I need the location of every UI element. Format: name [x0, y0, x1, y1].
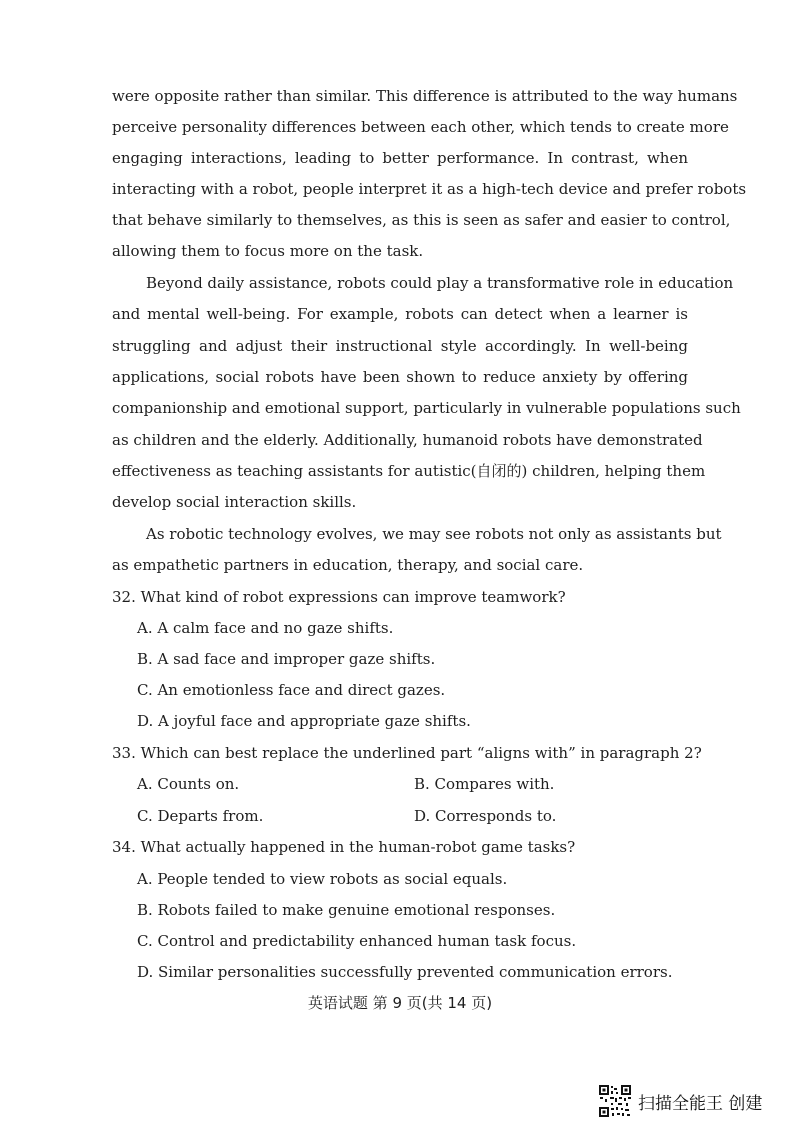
qr-code-icon: [598, 1084, 632, 1118]
passage-line: were opposite rather than similar. This difference is attributed to the way humans: [112, 87, 738, 105]
passage-line: companionship and emotional support, particularly in vulnerable populations such: [112, 399, 741, 417]
answer-option[interactable]: C. An emotionless face and direct gazes.: [137, 681, 446, 699]
passage-line: as empathetic partners in education, therapy, and social care.: [112, 556, 584, 574]
passage-line: perceive personality differences between each other, which tends to create more: [112, 118, 729, 136]
answer-option[interactable]: D. Similar personalities successfully prevented communication errors.: [137, 963, 673, 981]
passage-line: as children and the elderly. Additionally, humanoid robots have demonstrated: [112, 431, 703, 449]
answer-option[interactable]: D. Corresponds to.: [414, 807, 557, 825]
passage-line: interacting with a robot, people interpret it as a high-tech device and prefer robots: [112, 180, 747, 198]
answer-option[interactable]: C. Departs from.: [137, 807, 264, 825]
answer-option[interactable]: A. A calm face and no gaze shifts.: [137, 619, 394, 637]
answer-option[interactable]: B. Robots failed to make genuine emotional responses.: [137, 901, 556, 919]
question-stem: 32. What kind of robot expressions can improve teamwork?: [112, 588, 566, 606]
watermark-label: 扫描全能王 创建: [638, 1093, 763, 1114]
answer-option[interactable]: B. A sad face and improper gaze shifts.: [137, 650, 436, 668]
scanner-watermark: [598, 1084, 762, 1118]
question-stem: 33. Which can best replace the underlined part “aligns with” in paragraph 2?: [112, 744, 702, 762]
answer-option[interactable]: D. A joyful face and appropriate gaze shifts.: [137, 712, 471, 730]
passage-line: allowing them to focus more on the task.: [112, 242, 424, 260]
passage-line: effectiveness as teaching assistants for autistic(自闭的) children, helping them: [112, 462, 706, 480]
page-number: 英语试题 第 9 页(共 14 页): [307, 994, 493, 1012]
answer-option[interactable]: B. Compares with.: [414, 775, 555, 793]
question-stem: 34. What actually happened in the human-robot game tasks?: [112, 838, 576, 856]
passage-line: Beyond daily assistance, robots could play a transformative role in education: [146, 274, 734, 292]
passage-line: that behave similarly to themselves, as this is seen as safer and easier to control,: [112, 211, 731, 229]
answer-option[interactable]: C. Control and predictability enhanced human task focus.: [137, 932, 577, 950]
passage-line: engaging interactions, leading to better performance. In contrast, when: [112, 149, 688, 167]
answer-option[interactable]: A. People tended to view robots as social equals.: [137, 870, 508, 888]
passage-line: applications, social robots have been shown to reduce anxiety by offering: [112, 368, 688, 386]
passage-line: As robotic technology evolves, we may see robots not only as assistants but: [146, 525, 722, 543]
passage-line: develop social interaction skills.: [112, 493, 357, 511]
passage-line: and mental well-being. For example, robots can detect when a learner is: [112, 305, 688, 323]
passage-line: struggling and adjust their instructional style accordingly. In well-being: [112, 337, 688, 355]
answer-option[interactable]: A. Counts on.: [137, 775, 240, 793]
